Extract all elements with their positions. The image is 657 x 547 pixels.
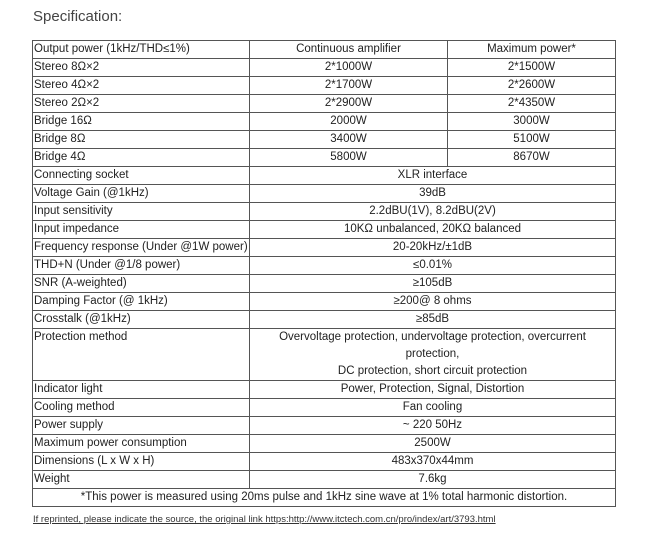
- row-value: ≥105dB: [250, 275, 616, 293]
- table-row: [33, 59, 616, 77]
- row-label: Bridge 16Ω: [33, 113, 250, 131]
- row-label: Cooling method: [33, 399, 250, 417]
- specification-table: [32, 40, 616, 507]
- row-value: Power, Protection, Signal, Distortion: [250, 381, 616, 399]
- table-row: [33, 275, 616, 293]
- row-value: 39dB: [250, 185, 616, 203]
- row-label: Power supply: [33, 417, 250, 435]
- table-row: [33, 131, 616, 149]
- row-value: 20-20kHz/±1dB: [250, 239, 616, 257]
- row-label: Maximum power consumption: [33, 435, 250, 453]
- table-row: [33, 95, 616, 113]
- table-row: [33, 203, 616, 221]
- continuous-value: 2*2900W: [250, 95, 448, 113]
- row-value: 10KΩ unbalanced, 20KΩ balanced: [250, 221, 616, 239]
- table-row: [33, 435, 616, 453]
- row-label: Damping Factor (@ 1kHz): [33, 293, 250, 311]
- row-value: 2500W: [250, 435, 616, 453]
- footnote: *This power is measured using 20ms pulse and 1kHz sine wave at 1% total harmonic distortion.: [33, 489, 616, 507]
- protection-line-2: DC protection, short circuit protection: [337, 365, 528, 377]
- row-value: ≥85dB: [250, 311, 616, 329]
- maximum-value: 5100W: [448, 131, 616, 149]
- row-label: THD+N (Under @1/8 power): [33, 257, 250, 275]
- row-label: Weight: [33, 471, 250, 489]
- row-label: Protection method: [33, 329, 250, 381]
- row-label: SNR (A-weighted): [33, 275, 250, 293]
- header-maximum: Maximum power*: [448, 41, 616, 59]
- row-value: ≥200@ 8 ohms: [250, 293, 616, 311]
- continuous-value: 2*1700W: [250, 77, 448, 95]
- header-output-power: Output power (1kHz/THD≤1%): [33, 41, 250, 59]
- continuous-value: 2000W: [250, 113, 448, 131]
- table-row: [33, 257, 616, 275]
- row-label: Stereo 4Ω×2: [33, 77, 250, 95]
- continuous-value: 3400W: [250, 131, 448, 149]
- table-row: [33, 221, 616, 239]
- row-value: XLR interface: [250, 167, 616, 185]
- table-header-row: [33, 41, 616, 59]
- protection-value: [250, 329, 616, 381]
- protection-line-1: Overvoltage protection, undervoltage protection, overcurrent protection,: [279, 331, 586, 360]
- table-row: [33, 113, 616, 131]
- table-row: [33, 399, 616, 417]
- table-row: [33, 185, 616, 203]
- maximum-value: 2*4350W: [448, 95, 616, 113]
- table-row: [33, 293, 616, 311]
- table-row: [33, 471, 616, 489]
- table-row: [33, 417, 616, 435]
- table-row: [33, 311, 616, 329]
- row-label: Indicator light: [33, 381, 250, 399]
- page-heading: Specification:: [33, 8, 123, 25]
- footnote-row: [33, 489, 616, 507]
- maximum-value: 3000W: [448, 113, 616, 131]
- table-row: [33, 239, 616, 257]
- table-row: [33, 149, 616, 167]
- row-label: Bridge 8Ω: [33, 131, 250, 149]
- row-value: 483x370x44mm: [250, 453, 616, 471]
- table-row: [33, 453, 616, 471]
- table-row: [33, 167, 616, 185]
- reprint-source-link[interactable]: If reprinted, please indicate the source, the original link https:http://www.itctech.com.cn/pro/index/art/3793.html: [33, 514, 496, 525]
- maximum-value: 2*1500W: [448, 59, 616, 77]
- table-row: [33, 329, 616, 381]
- row-label: Crosstalk (@1kHz): [33, 311, 250, 329]
- table-row: [33, 381, 616, 399]
- table-row: [33, 77, 616, 95]
- row-label: Connecting socket: [33, 167, 250, 185]
- row-value: ≤0.01%: [250, 257, 616, 275]
- row-label: Stereo 8Ω×2: [33, 59, 250, 77]
- row-label: Input sensitivity: [33, 203, 250, 221]
- row-label: Stereo 2Ω×2: [33, 95, 250, 113]
- header-continuous: Continuous amplifier: [250, 41, 448, 59]
- row-label: Dimensions (L x W x H): [33, 453, 250, 471]
- row-value: Fan cooling: [250, 399, 616, 417]
- continuous-value: 2*1000W: [250, 59, 448, 77]
- row-label: Frequency response (Under @1W power): [33, 239, 250, 257]
- row-label: Input impedance: [33, 221, 250, 239]
- maximum-value: 8670W: [448, 149, 616, 167]
- maximum-value: 2*2600W: [448, 77, 616, 95]
- row-value: ~ 220 50Hz: [250, 417, 616, 435]
- row-label: Voltage Gain (@1kHz): [33, 185, 250, 203]
- row-value: 7.6kg: [250, 471, 616, 489]
- continuous-value: 5800W: [250, 149, 448, 167]
- row-label: Bridge 4Ω: [33, 149, 250, 167]
- row-value: 2.2dBU(1V), 8.2dBU(2V): [250, 203, 616, 221]
